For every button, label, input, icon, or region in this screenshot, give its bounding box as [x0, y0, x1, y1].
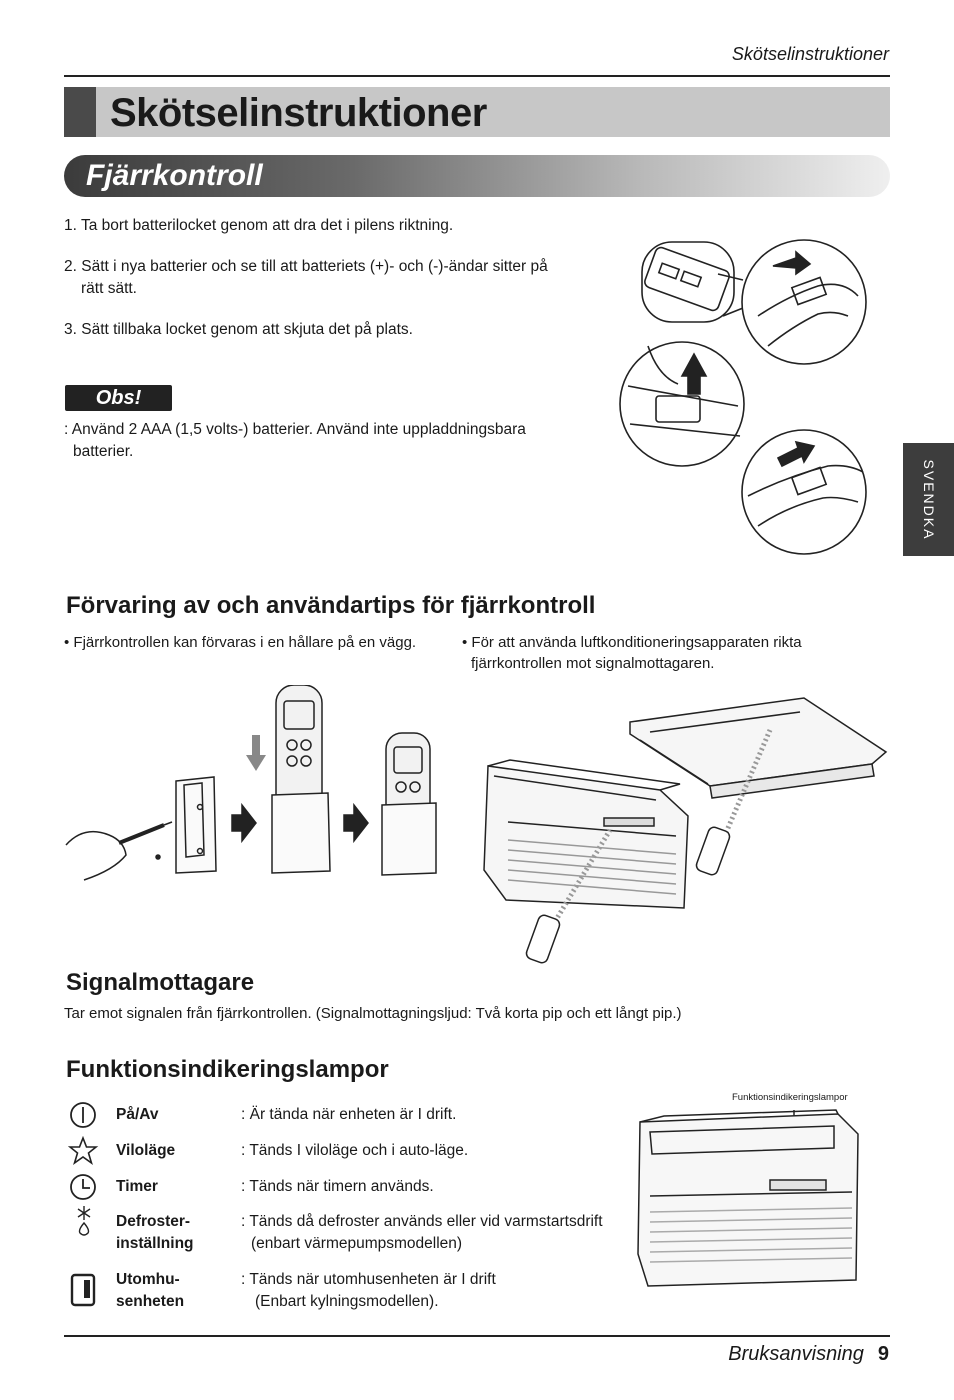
lamp-desc-power: : Är tända när enheten är I drift. — [241, 1106, 457, 1123]
signal-heading: Signalmottagare — [66, 969, 255, 996]
step-2-cont: rätt sätt. — [81, 280, 137, 297]
lamp-label-defrost: Defroster- — [116, 1213, 191, 1230]
indoor-unit-lamp-diagram — [636, 1104, 866, 1304]
step-3: 3. Sätt tillbaka locket genom att skjuta det på plats. — [64, 321, 413, 338]
language-tab-label: SVENDKA — [920, 459, 937, 540]
obs-text-2: batterier. — [73, 443, 134, 460]
lamp-desc-timer: : Tänds när timern används. — [241, 1178, 434, 1195]
page-title: Skötselinstruktioner — [110, 91, 487, 135]
signal-text: Tar emot signalen från fjärrkontrollen. (Signalmottagningsljud: Två korta pip och ett långt pip.) — [64, 1005, 682, 1022]
step-2: 2. Sätt i nya batterier och se till att batteriets (+)- och (-)-ändar sitter på — [64, 258, 548, 275]
page-number: 9 — [877, 1343, 889, 1365]
footer-manual-label: Bruksanvisning — [728, 1343, 864, 1365]
footer — [728, 1343, 889, 1366]
battery-replacement-illustration — [618, 236, 870, 558]
storage-bullet-left: • Fjärrkontrollen kan förvaras i en hållare på en vägg. — [64, 634, 417, 651]
ac-signal-illustration — [470, 690, 890, 965]
header-rule — [64, 75, 890, 77]
outdoor-unit-icon — [70, 1272, 98, 1308]
obs-badge: Obs! — [65, 385, 172, 411]
lamp-label-sleep: Viloläge — [116, 1142, 176, 1159]
lamp-label-outdoor-2: senheten — [116, 1293, 185, 1310]
title-block — [64, 87, 96, 137]
remote-holder-illustration — [64, 685, 448, 885]
lamp-label-outdoor: Utomhu- — [116, 1271, 180, 1288]
star-icon — [68, 1136, 100, 1166]
storage-bullet-right-1: • För att använda luftkonditioneringsapparaten rikta — [462, 634, 802, 651]
storage-heading: Förvaring av och användartips för fjärrkontroll — [66, 592, 596, 619]
step-1: 1. Ta bort batterilocket genom att dra det i pilens riktning. — [64, 217, 454, 234]
lamp-desc-sleep: : Tänds I viloläge och i auto-läge. — [241, 1142, 469, 1159]
lamps-heading: Funktionsindikeringslampor — [66, 1056, 389, 1083]
language-tab — [903, 443, 954, 556]
clock-icon — [68, 1172, 100, 1202]
footer-rule — [64, 1335, 890, 1337]
power-icon — [68, 1100, 100, 1130]
defrost-icon — [72, 1204, 96, 1238]
lamp-desc-outdoor-2: (Enbart kylningsmodellen). — [255, 1293, 439, 1310]
storage-bullet-right-2: fjärrkontrollen mot signalmottagaren. — [471, 655, 715, 672]
lamp-desc-defrost: : Tänds då defroster används eller vid varmstartsdrift — [241, 1213, 603, 1230]
lamp-diagram-label: Funktionsindikeringslampor — [732, 1092, 848, 1103]
lamp-label-defrost-2: inställning — [116, 1235, 194, 1252]
running-header: Skötselinstruktioner — [731, 44, 889, 64]
lamp-label-power: På/Av — [116, 1106, 159, 1123]
lamp-label-timer: Timer — [116, 1178, 158, 1195]
obs-text-1: : Använd 2 AAA (1,5 volts-) batterier. Använd inte uppladdningsbara — [64, 421, 526, 438]
section-title: Fjärrkontroll — [86, 159, 263, 192]
lamp-desc-outdoor: : Tänds när utomhusenheten är I drift — [241, 1271, 496, 1288]
lamp-desc-defrost-2: (enbart värmepumpsmodellen) — [251, 1235, 463, 1252]
